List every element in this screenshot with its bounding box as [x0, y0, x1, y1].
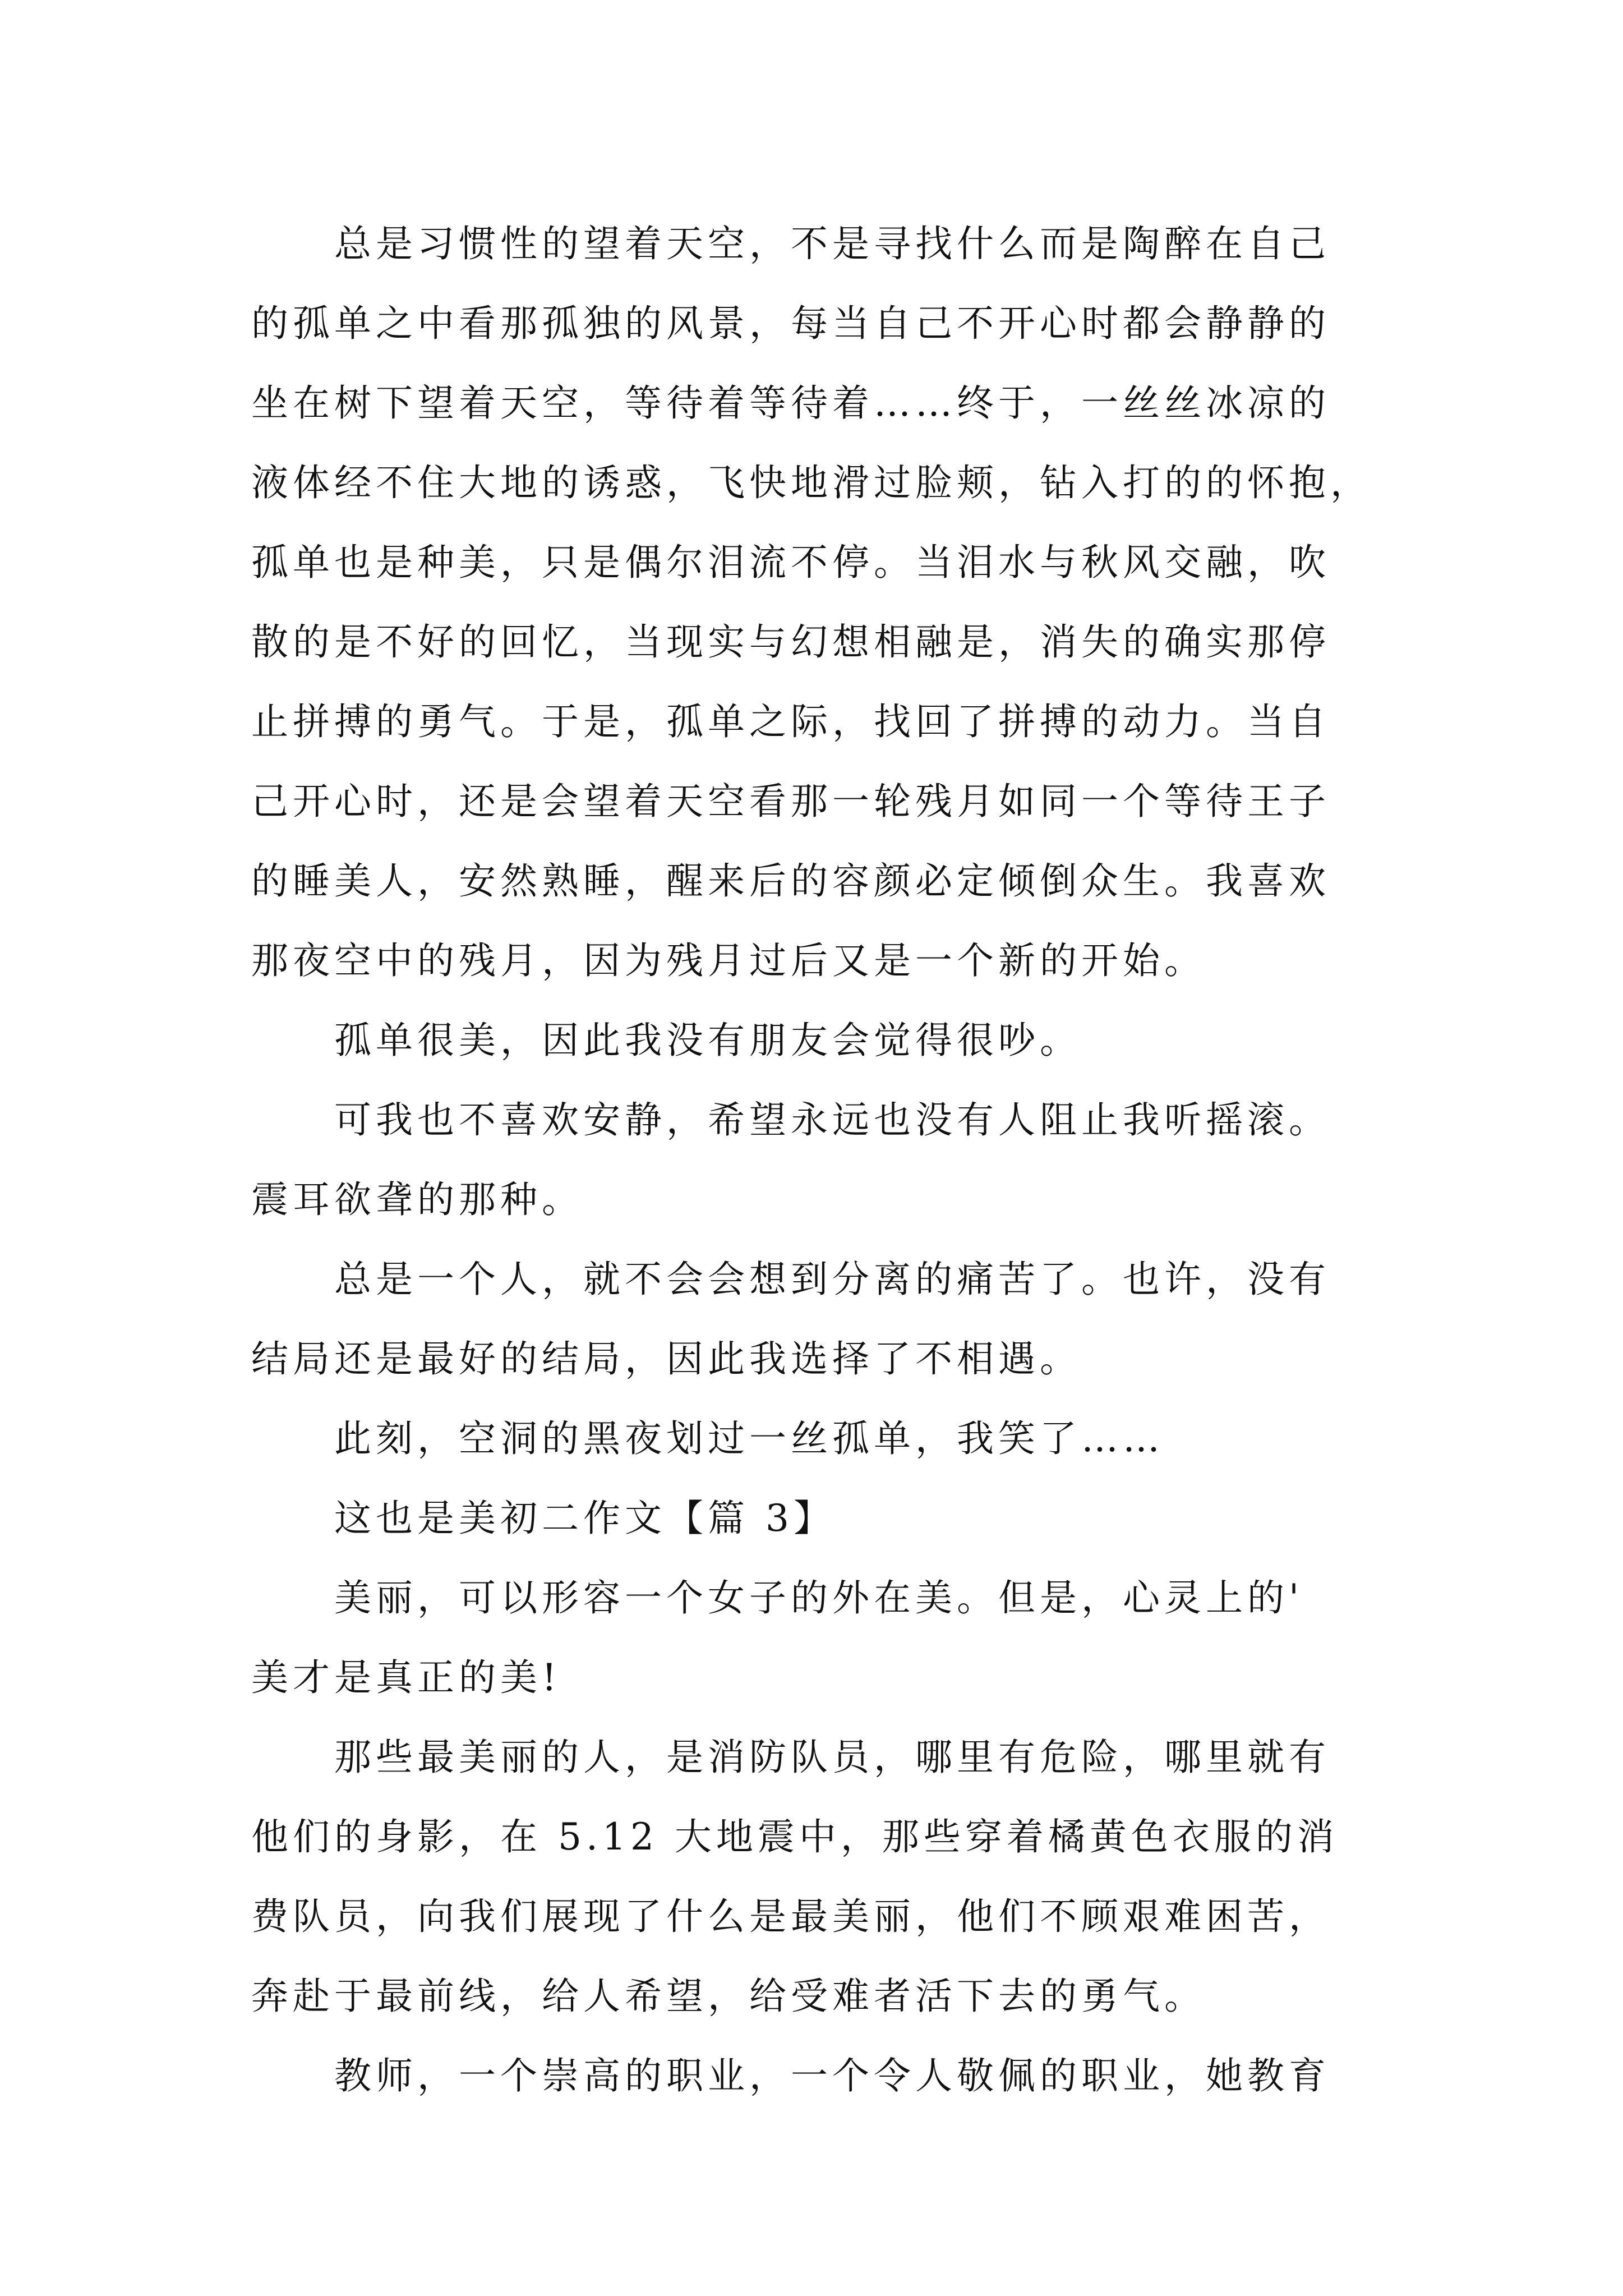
text-line: 的孤单之中看那孤独的风景，每当自己不开心时都会静静的 — [251, 302, 1330, 345]
text-line: 他们的身影，在 5.12 大地震中，那些穿着橘黄色衣服的消 — [251, 1815, 1339, 1858]
text-line: 可我也不喜欢安静，希望永远也没有人阻止我听摇滚。 — [334, 1098, 1330, 1142]
text-line: 孤单也是种美，只是偶尔泪流不停。当泪水与秋风交融，吹 — [251, 541, 1330, 584]
text-line: 液体经不住大地的诱惑，飞快地滑过脸颊，钻入打的的怀抱， — [251, 461, 1372, 504]
text-line: 总是习惯性的望着天空，不是寻找什么而是陶醉在自己 — [334, 222, 1330, 265]
text-line: 奔赴于最前线，给人希望，给受难者活下去的勇气。 — [251, 1975, 1206, 2018]
text-line: 教师，一个崇高的职业，一个令人敬佩的职业，她教育 — [334, 2054, 1330, 2097]
text-line: 此刻，空洞的黑夜划过一丝孤单，我笑了…… — [334, 1417, 1164, 1460]
text-line: 己开心时，还是会望着天空看那一轮残月如同一个等待王子 — [251, 780, 1330, 823]
text-line: 孤单很美，因此我没有朋友会觉得很吵。 — [334, 1019, 1081, 1062]
text-line: 震耳欲聋的那种。 — [251, 1178, 583, 1221]
text-line: 费队员，向我们展现了什么是最美丽，他们不顾艰难困苦， — [251, 1895, 1330, 1938]
text-line: 结局还是最好的结局，因此我选择了不相遇。 — [251, 1337, 1081, 1381]
text-line: 美丽，可以形容一个女子的外在美。但是，心灵上的' — [334, 1576, 1304, 1619]
text-line: 坐在树下望着天空，等待着等待着……终于，一丝丝冰凉的 — [251, 381, 1330, 425]
text-line: 止拼搏的勇气。于是，孤单之际，找回了拼搏的动力。当自 — [251, 700, 1330, 743]
text-line: 那些最美丽的人，是消防队员，哪里有危险，哪里就有 — [334, 1736, 1330, 1779]
text-line: 总是一个人，就不会会想到分离的痛苦了。也许，没有 — [334, 1258, 1330, 1301]
text-line: 散的是不好的回忆，当现实与幻想相融是，消失的确实那停 — [251, 620, 1330, 664]
text-line: 的睡美人，安然熟睡，醒来后的容颜必定倾倒众生。我喜欢 — [251, 859, 1330, 903]
text-line: 那夜空中的残月，因为残月过后又是一个新的开始。 — [251, 939, 1206, 982]
section-heading: 这也是美初二作文【篇 3】 — [334, 1497, 835, 1540]
text-line: 美才是真正的美! — [251, 1656, 561, 1699]
